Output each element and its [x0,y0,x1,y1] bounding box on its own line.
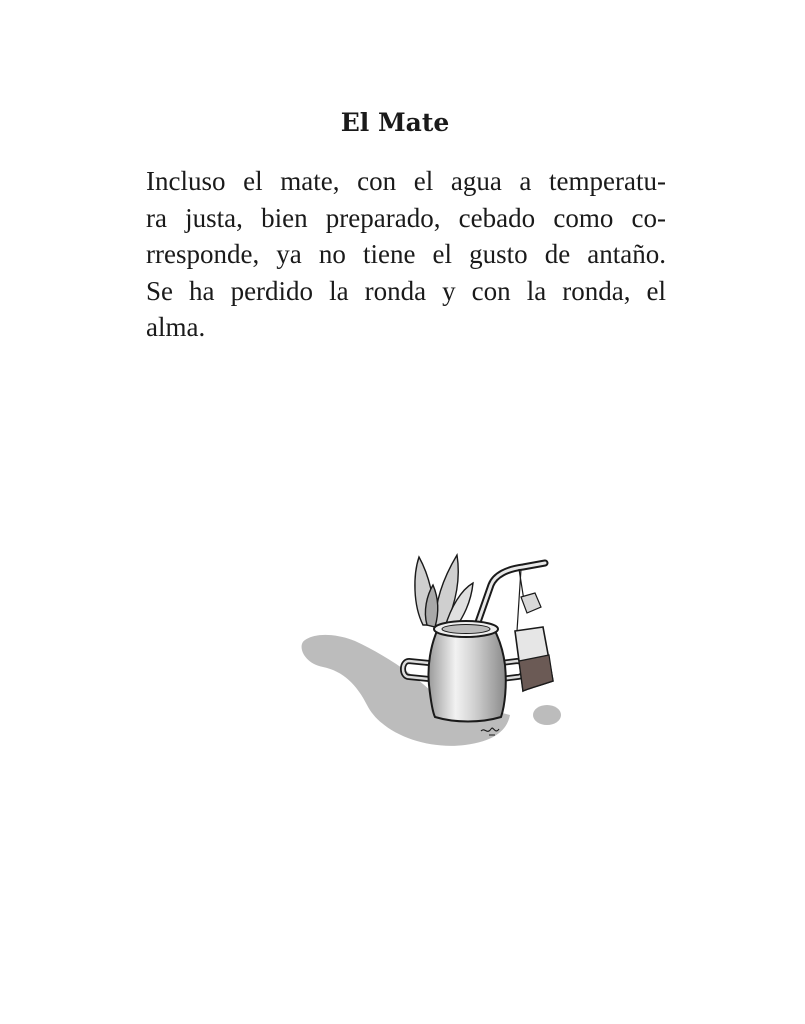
mate-cup-icon [295,545,575,760]
paragraph-line: ra justa, bien preparado, cebado como co- [146,202,666,233]
paragraph-line: alma. [146,312,206,342]
cup-body [428,631,505,722]
yerba-leaves [415,555,473,629]
paragraph [146,163,666,346]
paragraph-line: Incluso el mate, con el agua a temperatu- [146,166,666,196]
bag-shadow [533,705,561,725]
paragraph-line: Se ha perdido la ronda y con la ronda, el [146,275,666,306]
page-title: El Mate [340,108,450,137]
tea-tag [521,593,541,613]
paragraph-line: rresponde, ya no tiene el gusto de antaño. [146,239,666,269]
